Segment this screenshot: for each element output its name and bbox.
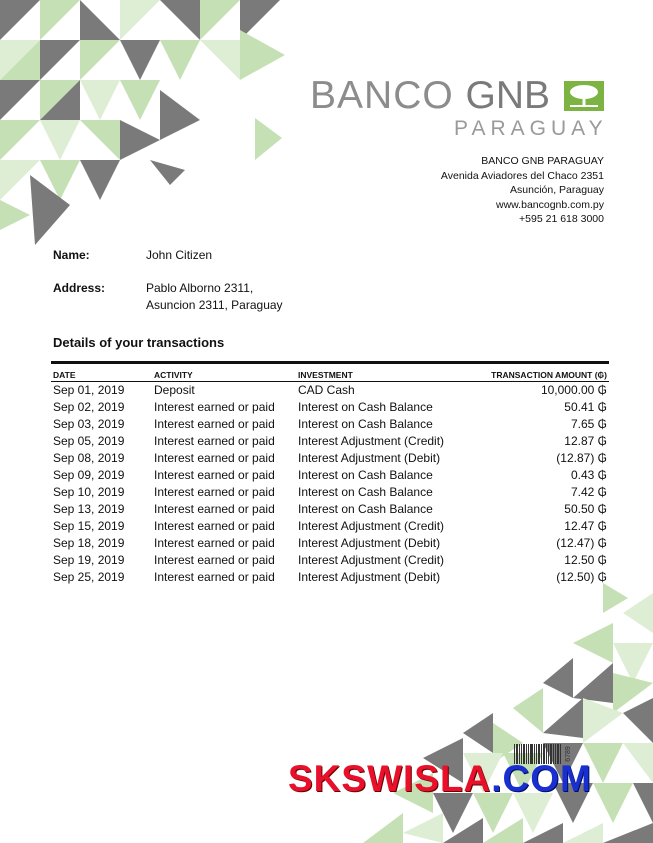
header-activity: ACTIVITY xyxy=(152,363,296,382)
table-row xyxy=(51,433,609,450)
cell-investment: Interest Adjustment (Debit) xyxy=(298,536,441,550)
cell-activity: Interest earned or paid xyxy=(154,536,275,550)
cell-investment: Interest on Cash Balance xyxy=(298,417,433,431)
watermark-domain-text: .COM xyxy=(491,758,592,799)
cell-activity: Interest earned or paid xyxy=(154,553,275,567)
cell-date: Sep 02, 2019 xyxy=(53,400,125,414)
customer-name: John Citizen xyxy=(146,248,213,262)
table-row xyxy=(51,382,609,400)
cell-amount: 12.50 ₲ xyxy=(564,553,607,567)
table-row xyxy=(51,501,609,518)
cell-activity: Interest earned or paid xyxy=(154,570,275,584)
cell-investment: Interest on Cash Balance xyxy=(298,485,433,499)
cell-date: Sep 18, 2019 xyxy=(53,536,125,550)
cell-date: Sep 25, 2019 xyxy=(53,570,125,584)
cell-activity: Interest earned or paid xyxy=(154,434,275,448)
table-row xyxy=(51,416,609,433)
bank-website-line: www.bancognb.com.py xyxy=(496,198,604,211)
watermark xyxy=(288,758,592,800)
cell-date: Sep 01, 2019 xyxy=(53,383,125,397)
cell-date: Sep 03, 2019 xyxy=(53,417,125,431)
table-header-row xyxy=(51,363,609,382)
barcode-digits: 6789 xyxy=(565,746,572,762)
customer-address xyxy=(146,280,283,314)
table-row xyxy=(51,484,609,501)
table-row xyxy=(51,467,609,484)
logo-subtitle: PARAGUAY xyxy=(454,117,608,140)
table-row xyxy=(51,399,609,416)
header-investment: INVESTMENT xyxy=(296,363,476,382)
decorative-triangles-top-left xyxy=(0,0,290,250)
bank-street-line: Avenida Aviadores del Chaco 2351 xyxy=(440,169,604,182)
cell-amount: 7.42 ₲ xyxy=(570,485,607,499)
bank-address-block xyxy=(441,154,604,227)
tree-icon xyxy=(564,81,604,111)
address-label: Address: xyxy=(53,281,106,295)
bank-city-line: Asunción, Paraguay xyxy=(510,184,604,196)
cell-date: Sep 15, 2019 xyxy=(53,519,125,533)
cell-amount: 10,000.00 ₲ xyxy=(540,383,607,397)
cell-date: Sep 10, 2019 xyxy=(53,485,125,499)
header-amount: TRANSACTION AMOUNT (₲) xyxy=(476,363,609,382)
decorative-triangles-bottom-right xyxy=(363,583,653,843)
cell-date: Sep 19, 2019 xyxy=(53,553,125,567)
bank-phone-line: +595 21 618 3000 xyxy=(519,213,604,225)
customer-address-line2: Asuncion 2311, Paraguay xyxy=(146,298,283,312)
table-row xyxy=(51,518,609,535)
cell-amount: 7.65 ₲ xyxy=(570,417,607,431)
name-label: Name: xyxy=(53,248,90,262)
logo-banco-text: BANCO xyxy=(310,74,454,117)
header-date: DATE xyxy=(51,363,152,382)
cell-amount: (12.50) ₲ xyxy=(556,570,607,584)
cell-amount: (12.87) ₲ xyxy=(556,451,607,465)
cell-amount: 12.47 ₲ xyxy=(564,519,607,533)
logo-gnb-text: GNB xyxy=(465,74,551,117)
cell-investment: Interest Adjustment (Credit) xyxy=(298,434,445,448)
transactions-body xyxy=(51,382,609,587)
customer-address-line1: Pablo Alborno 2311, xyxy=(146,281,254,295)
cell-date: Sep 08, 2019 xyxy=(53,451,125,465)
table-row xyxy=(51,552,609,569)
cell-activity: Interest earned or paid xyxy=(154,451,275,465)
cell-investment: Interest Adjustment (Credit) xyxy=(298,519,445,533)
cell-investment: Interest on Cash Balance xyxy=(298,400,433,414)
cell-date: Sep 13, 2019 xyxy=(53,502,125,516)
cell-amount: (12.47) ₲ xyxy=(556,536,607,550)
cell-amount: 12.87 ₲ xyxy=(564,434,607,448)
table-row xyxy=(51,450,609,467)
cell-date: Sep 05, 2019 xyxy=(53,434,125,448)
cell-investment: CAD Cash xyxy=(298,383,355,397)
cell-activity: Interest earned or paid xyxy=(154,485,275,499)
watermark-main-text: SKSWISLA xyxy=(288,758,492,799)
cell-activity: Interest earned or paid xyxy=(154,502,275,516)
cell-activity: Interest earned or paid xyxy=(154,400,275,414)
transactions-table xyxy=(51,361,609,586)
cell-amount: 50.41 ₲ xyxy=(564,400,607,414)
logo-wordmark xyxy=(310,76,550,116)
cell-activity: Interest earned or paid xyxy=(154,417,275,431)
cell-investment: Interest on Cash Balance xyxy=(298,502,433,516)
cell-investment: Interest Adjustment (Credit) xyxy=(298,553,445,567)
cell-activity: Interest earned or paid xyxy=(154,519,275,533)
cell-activity: Interest earned or paid xyxy=(154,468,275,482)
cell-date: Sep 09, 2019 xyxy=(53,468,125,482)
cell-activity: Deposit xyxy=(154,383,195,397)
transactions-title: Details of your transactions xyxy=(53,335,225,350)
table-row xyxy=(51,569,609,586)
table-row xyxy=(51,535,609,552)
cell-investment: Interest on Cash Balance xyxy=(298,468,433,482)
cell-investment: Interest Adjustment (Debit) xyxy=(298,451,441,465)
cell-amount: 50.50 ₲ xyxy=(564,502,607,516)
bank-name-line: BANCO GNB PARAGUAY xyxy=(481,155,604,167)
cell-investment: Interest Adjustment (Debit) xyxy=(298,570,441,584)
bank-logo xyxy=(310,76,610,146)
cell-amount: 0.43 ₲ xyxy=(570,468,607,482)
